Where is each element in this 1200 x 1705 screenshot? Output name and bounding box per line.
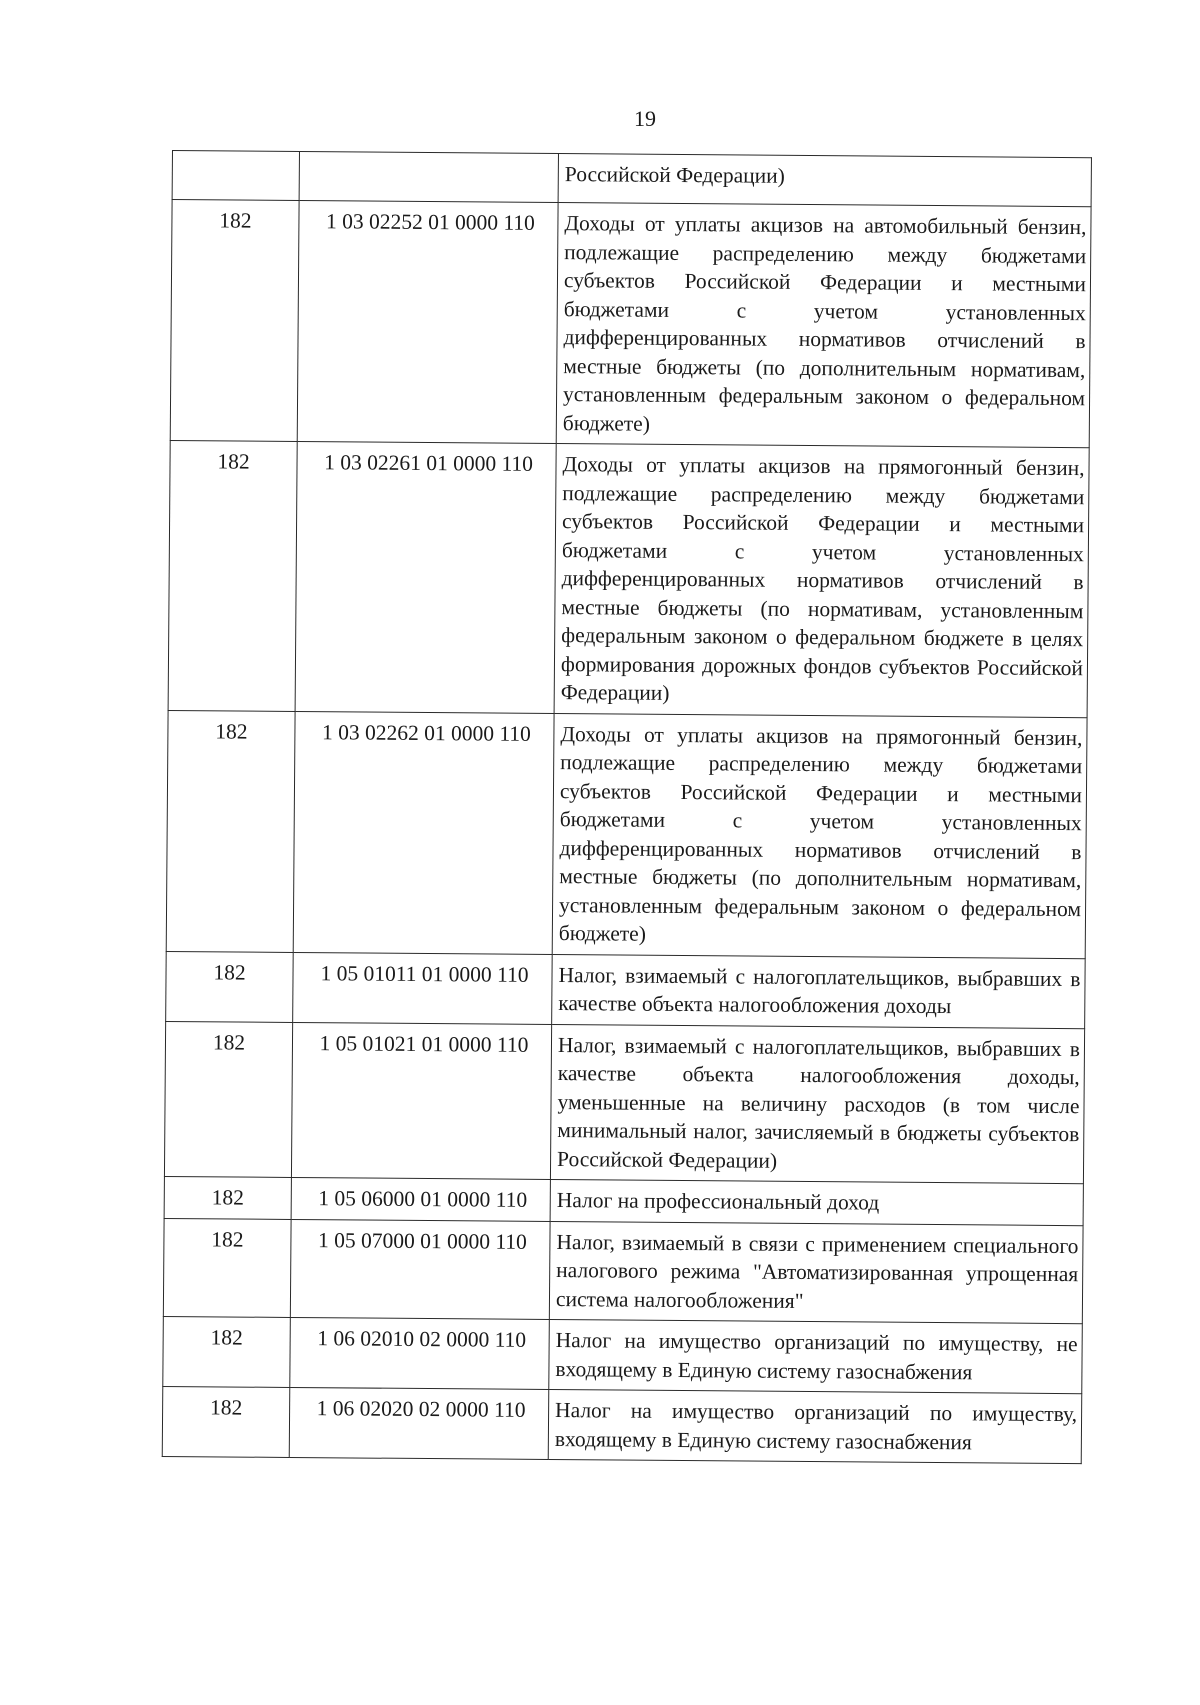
description-cell: Налог на имущество организаций по имуществу, входящему в Единую систему газоснабжения bbox=[548, 1389, 1082, 1463]
admin-code-cell bbox=[172, 151, 299, 201]
admin-code-cell: 182 bbox=[162, 1386, 290, 1457]
description-cell: Доходы от уплаты акцизов на автомобильный бензин, подлежащие распределению между бюджетами субъектов Российской Федерации и местными бюджетами с учетом установленных дифференцированных нормативов отчислений в местные бюджеты (по дополнительным нормативам, установленным федеральным законом о федеральном бюджете) bbox=[556, 203, 1091, 448]
table-row bbox=[164, 1021, 1084, 1184]
kbk-code-cell: 1 05 06000 01 0000 110 bbox=[291, 1177, 550, 1221]
description-cell: Налог на профессиональный доход bbox=[550, 1180, 1083, 1226]
admin-code-cell: 182 bbox=[163, 1316, 291, 1387]
table-row bbox=[162, 1386, 1082, 1463]
kbk-code-cell: 1 05 01021 01 0000 110 bbox=[291, 1022, 551, 1180]
kbk-code-cell: 1 06 02010 02 0000 110 bbox=[290, 1317, 550, 1389]
table-row-continuation bbox=[172, 151, 1091, 207]
kbk-code-cell: 1 03 02261 01 0000 110 bbox=[295, 441, 556, 713]
description-cell: Налог, взимаемый с налогоплательщиков, выбравших в качестве объекта налогообложения доходы bbox=[552, 954, 1086, 1028]
description-cell: Российской Федерации) bbox=[558, 154, 1091, 207]
page-number: 19 bbox=[634, 106, 656, 131]
admin-code-cell: 182 bbox=[166, 951, 294, 1022]
revenue-codes-table bbox=[162, 150, 1092, 1464]
description-cell: Налог на имущество организаций по имуществу, не входящему в Единую систему газоснабжения bbox=[549, 1319, 1083, 1393]
description-cell: Налог, взимаемый с налогоплательщиков, выбравших в качестве объекта налогообложения доходы, уменьшенные на величину расходов (в том числе минимальный налог, зачисляемый в бюджеты субъектов Российской Федерации) bbox=[550, 1024, 1084, 1184]
table-row bbox=[163, 1316, 1083, 1393]
description-cell: Доходы от уплаты акцизов на прямогонный бензин, подлежащие распределению между бюджетами субъектов Российской Федерации и местными бюджетами с учетом установленных дифференцированных нормативов отчислений в местные бюджеты (по нормативам, установленным федеральным законом о федеральном бюджете в целях формирования дорожных фондов субъектов Российской Федерации) bbox=[554, 444, 1089, 718]
kbk-code-cell: 1 06 02020 02 0000 110 bbox=[289, 1387, 549, 1459]
admin-code-cell: 182 bbox=[168, 440, 297, 710]
table-row bbox=[166, 951, 1086, 1028]
admin-code-cell: 182 bbox=[164, 1176, 291, 1218]
table-row bbox=[163, 1218, 1083, 1324]
kbk-code-cell: 1 03 02262 01 0000 110 bbox=[293, 711, 554, 954]
description-cell: Налог, взимаемый в связи с применением специального налогового режима "Автоматизированная упрощенная система налогообложения" bbox=[549, 1221, 1083, 1324]
kbk-code-cell bbox=[299, 152, 558, 203]
admin-code-cell: 182 bbox=[170, 200, 299, 442]
kbk-code-cell: 1 03 02252 01 0000 110 bbox=[297, 200, 558, 443]
admin-code-cell: 182 bbox=[166, 710, 295, 952]
kbk-code-cell: 1 05 01011 01 0000 110 bbox=[293, 952, 553, 1024]
table-row bbox=[166, 710, 1087, 958]
admin-code-cell: 182 bbox=[163, 1218, 291, 1317]
table-row bbox=[164, 1176, 1083, 1225]
kbk-code-cell: 1 05 07000 01 0000 110 bbox=[290, 1219, 550, 1320]
table-row bbox=[170, 200, 1091, 448]
table-row bbox=[168, 440, 1089, 717]
description-cell: Доходы от уплаты акцизов на прямогонный бензин, подлежащие распределению между бюджетами субъектов Российской Федерации и местными бюджетами с учетом установленных дифференцированных нормативов отчислений в местные бюджеты (по дополнительным нормативам, установленным федеральным законом о федеральном бюджете) bbox=[552, 713, 1087, 958]
admin-code-cell: 182 bbox=[164, 1021, 292, 1177]
